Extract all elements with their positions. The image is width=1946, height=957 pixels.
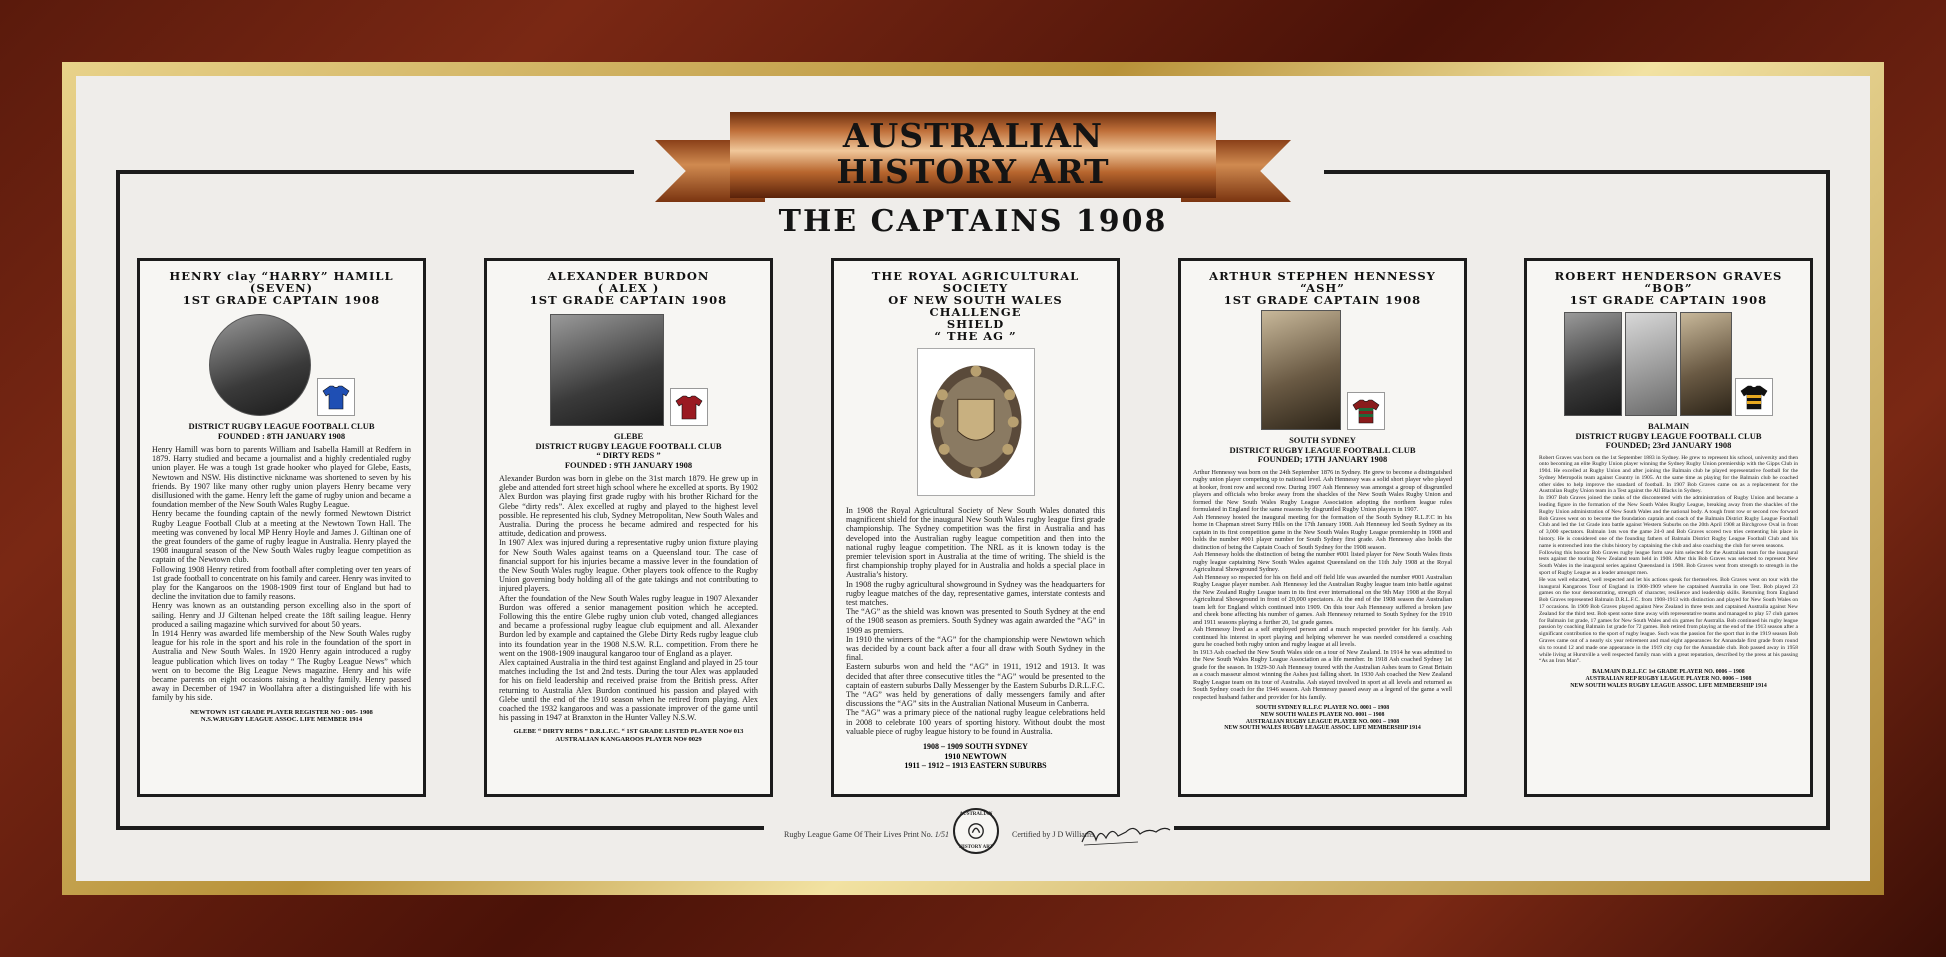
banner-title-line2: HISTORY ART <box>836 152 1110 191</box>
panel-heading <box>140 270 423 306</box>
australian-history-art-logo <box>953 808 999 854</box>
club-info <box>487 432 770 470</box>
shield-trophy-image <box>917 348 1035 496</box>
paragraph: In 1913 Ash coached the New South Wales side on a tour of New Zealand. In 1914 he was admitted to the New South Wales Rugby League Association as a life member. In 1918 Ash coached Sydney 1st grade for the season. In 1929-30 Ash Hennessy toured with the Australian Ashes team to Great Britain as a coach masseur almost winning the Ashes just falling short. In 1930 Ash coached the New Zealand Rugby League team on its tour of Australia. Ash stayed involved in sport at all levels and returned as South Sydney coach for the 1946 season. Ash Hennessy passed away as a legend of the game a well respected husband father and provider for his family. <box>1193 648 1452 701</box>
club-line: DISTRICT RUGBY LEAGUE FOOTBALL CLUB <box>188 421 375 431</box>
club-line: FOUNDED; 17TH JANUARY 1908 <box>1257 454 1388 464</box>
banner-title <box>730 118 1216 190</box>
club-line: SOUTH SYDNEY <box>1289 435 1356 445</box>
heading-line: 1ST GRADE CAPTAIN 1908 <box>1223 293 1422 307</box>
photo-row <box>487 314 770 426</box>
premiers-list <box>834 742 1117 771</box>
photo-row <box>140 314 423 416</box>
club-line: “ DIRTY REDS ” <box>596 450 661 460</box>
paragraph: The “AG” as the shield was known was presented to South Sydney at the end of the 1908 season as premiers. South Sydney was again awarded the “AG” in 1909 as premiers. <box>846 607 1105 635</box>
paragraph: Alex captained Australia in the third test against England and played in 25 tour matches including the 1st and 2nd tests. During the tour Alex was applauded for his on field leadership and received praise from the British press. After returning to Australia Alex Burdon continued his passion and played with Glebe until the end of the 1910 season when he retired from playing. Alex coached the 1932 kangaroos and was a passionate improver of the game until his passing in 1947 at Branxton in the Hunter Valley N.S.W. <box>499 658 758 723</box>
paragraph: Eastern suburbs won and held the “AG” in 1911, 1912 and 1913. It was decided that after three consecutive titles the “AG” would be presented to the captain of eastern suburbs Dally Messenger by the Eastern Suburbs D.R.L.F.C. <box>846 662 1105 690</box>
panel-footer <box>487 728 770 743</box>
heading-line: “ASH” <box>1300 281 1345 295</box>
logo-top-text: AUSTRALIAN <box>959 812 993 817</box>
paragraph: Henry Hamill was born to parents William and Isabella Hamill at Redfern in 1879. Harry studied and became a journalist and a highly credentialed rugby union player. He was a tough 1st grade hooker who played for Glebe, Easts, Newtown and NSW. His distinctive nickname was shortened to seven by his friends. By 1907 like many other rugby union players Henry became very disillusioned with the game. Henry left the game of rugby union and became a foundation member of the New South Wales Rugby League. <box>152 445 411 510</box>
heading-line: HENRY clay “HARRY” HAMILL <box>169 269 394 283</box>
paragraph: The “AG” was held by generations of dally messengers family and after discussions the “AG” sits in the Australian National Museum in Canberra. <box>846 690 1105 709</box>
biography-text <box>1181 469 1464 702</box>
jersey-icon <box>1347 392 1385 430</box>
paragraph: Arthur Hennessy was born on the 24th September 1876 in Sydney. He grew to become a distinguished rugby union player competing up to national level. Ash Hennessy was a solid short player who played at hooker, front row and second row. During 1907 Ash Hennessy was amongst a group of disgruntled players and officials who broke away from the shackles of the New South Wales Rugby Union and formed the New South Wales Rugby League Association adopting the northern league rules formulated in England for the same reasons by disgruntled Rugby Union players in 1907. <box>1193 468 1452 513</box>
footer-line: AUSTRALIAN RUGBY LEAGUE PLAYER NO. 0001 – 1908 <box>1245 718 1400 725</box>
panel-footer <box>1181 705 1464 732</box>
biography-text <box>140 445 423 703</box>
biography-text <box>1527 455 1810 666</box>
heading-line: “BOB” <box>1644 281 1693 295</box>
paragraph: Ash Hennessy hosted the inaugural meeting for the formation of the South Sydney R.L.F.C in his home in Chapman street Surry Hills on the 17th January 1908. Ash Hennessy led South Sydney as its captain in its first competition game in the New South Wales Rugby League premiership in 1908 and holds the number #001 player number for South Sydney first grade. Ash Hennessy also holds the distinction of being the Captain Coach of South Sydney for the 1908 season. <box>1193 513 1452 551</box>
photo-row <box>1527 312 1810 416</box>
footer-line: SOUTH SYDNEY R.L.F.C PLAYER NO. 0001 – 1908 <box>1255 705 1390 711</box>
footer-line: GLEBE “ DIRTY REDS ” D.R.L.F.C. “ 1ST GRADE LISTED PLAYER NO# 013 <box>513 728 744 736</box>
heading-line: OF NEW SOUTH WALES CHALLENGE <box>888 293 1063 319</box>
logo-emblem-icon <box>967 822 985 840</box>
premier-year: 1908 – 1909 SOUTH SYDNEY <box>923 742 1028 752</box>
panel-hamill <box>137 258 426 797</box>
paragraph: Henry was known as an outstanding person excelling also in the sport of sailing. Henry and JJ Giltenan helped create the 18ft sailing league. Henry produced a sailing magazine which survived for about 50 years. <box>152 601 411 629</box>
heading-line: ALEXANDER BURDON <box>547 269 710 283</box>
paragraph: Alexander Burdon was born in glebe on the 31st march 1879. He grew up in glebe and attended fort street high school where he excelled at sports. By 1902 Alex Burdon was playing first grade rugby with his brother Richard for the Glebe “dirty reds”. Alex excelled at rugby and played to the highest level possible. He represented his club, Sydney Metropolitan, New South Wales and Australia. During the process he became admired and respected for his attitude, dedication and prowess. <box>499 474 758 539</box>
paragraph: In 1910 the winners of the “AG” for the championship were Newtown which was decided by a count back after a four all draw with South Sydney in the final. <box>846 634 1105 663</box>
panel-heading <box>1181 270 1464 306</box>
club-line: DISTRICT RUGBY LEAGUE FOOTBALL CLUB <box>1575 430 1762 441</box>
footer-line: NEW SOUTH WALES PLAYER NO. 0001 – 1908 <box>1260 711 1385 718</box>
signature-image <box>1078 818 1173 848</box>
heading-line: 1ST GRADE CAPTAIN 1908 <box>1569 293 1768 307</box>
paragraph: In 1907 Bob Graves joined the ranks of the discontented with the administration of Rugby Union and became a leading figure in the formation of the New South Wales Rugby League, breaking away from the shackles of the Rugby Union administration of New South Wales and the national body. A tough front row or second row forward Bob Graves went on to become the foundation captain and coach of the Balmain District Rugby League Football Club and led the 1st Grade into battle against Western Suburbs on the 20th April 1908 at Birchgrove Oval in front of 3,000 spectators. Balmain 1sts won the game 24-0 and Bob Graves scored two tries cementing his place in history. He is considered one of the founding fathers of Balmain District Rugby League Football Club and his name is entrenched into the clubs history by captaining the club and also coaching the club for seven seasons. <box>1539 495 1798 549</box>
jersey-icon <box>317 378 355 416</box>
footer-line: NEWTOWN 1ST GRADE PLAYER REGISTER NO : 005- 1908 <box>190 708 373 716</box>
panel-hennessy <box>1178 258 1467 797</box>
print-number: 1/51 <box>934 830 949 839</box>
footer-line: NEW SOUTH WALES RUGBY LEAGUE ASSOC. LIFE MEMBERSHIP 1914 <box>1224 725 1421 732</box>
paragraph: Ash Hennessy so respected for his on field and off field life was awarded the number #001 Australian Rugby League player number. Ash Hennessy led the Australian Rugby league team into battle against the New Zealand Rugby League team in its first ever international on the 9th May 1908 at the Royal Agricultural Showground in front of 20,000 spectators. At the end of the 1908 season the Australian team left for England which continued into 1909. On this tour Ash Hennessy suffered a broken jaw and cheek bone affecting his number of games. Ash Hennessy returned to South Sydney for the 1910 and 1911 seasons playing a further 20, 1st grade games. <box>1193 573 1452 626</box>
footer-line: AUSTRALIAN REP RUGBY LEAGUE PLAYER NO. 0006 – 1908 <box>1585 676 1752 682</box>
club-line: DISTRICT RUGBY LEAGUE FOOTBALL CLUB <box>535 440 722 451</box>
heading-line: ARTHUR STEPHEN HENNESSY <box>1209 269 1436 283</box>
portrait-photo <box>1261 310 1341 430</box>
heading-line: THE ROYAL AGRICULTURAL SOCIETY <box>871 269 1080 295</box>
print-note-label: Rugby League Game Of Their Lives Print No. <box>784 830 933 839</box>
panel-heading <box>834 270 1117 342</box>
portrait-photo <box>1680 312 1732 416</box>
paragraph: Following 1908 Henry retired from football after completing over ten years of 1st grade football to concentrate on his family and career. Henry was invited to play for the Kangaroos on the 1908-1909 first tour of England but had to decline the invitation due to family reasons. <box>152 564 411 602</box>
print-number-note <box>784 830 949 839</box>
jersey-icon <box>670 388 708 426</box>
panel-footer <box>1527 669 1810 689</box>
club-line: DISTRICT RUGBY LEAGUE FOOTBALL CLUB <box>1229 444 1416 455</box>
club-line: FOUNDED; 23rd JANUARY 1908 <box>1605 440 1732 450</box>
heading-line: “ THE AG ” <box>934 329 1017 343</box>
panel-graves <box>1524 258 1813 797</box>
panel-heading <box>1527 270 1810 306</box>
paragraph: In 1914 Henry was awarded life membership of the New South Wales rugby league for his role in the sport and his role in the foundation of the sport in Australia and New South Wales. In 1920 Henry again introduced a rugby league publication which lives on today “ The Rugby League News” which went on to become the Big League News magazine. Henry and his wife became parents on eight occasions raising a healthy family. Henry passed away in December of 1947 in Woollahra after a distinguished life with his family by his side. <box>152 629 411 703</box>
paragraph: Ash Hennessy lived as a self employed person and a much respected provider for his family. Ash continued his interest in sport playing and helping wherever he was needed considered a coaching guru he coached both rugby union and rugby league at all levels. <box>1193 626 1452 648</box>
paragraph: In 1908 the Royal Agricultural Society of New South Wales donated this magnificent shield for the inaugural New South Wales rugby league first grade championship. The Sydney competition was the first in Australia and has developed into the Australian rugby league competition and then into the national rugby league competition. The NRL as it is known today is the premier television sport in Australia at the time of writing. The shield is the first championship trophy played for in Australia and holds a special place in Australia’s history. <box>846 506 1105 580</box>
jersey-icon <box>1735 378 1773 416</box>
panel-footer <box>140 709 423 724</box>
portrait-photo <box>1625 312 1677 416</box>
paragraph: He was well educated, well respected and let his actions speak for themselves. Bob Graves went on tour with the inaugural Kangaroos Tour of England in 1908-1909 where he captained Australia in one Test. Bob played 23 games on the tour demonstrating, strength of character, resilience and leadership skills. Returning from England Bob Graves represented Balmain D.R.L.F.C. from 1908-1913 with distinction and played for New South Wales on 17 occasions. In 1909 Bob Graves played against New Zealand in three tests and captained Australia against New Zealand for the third test. Bob spent some time away with representative teams and managed to play 57 club games for Balmain 1st grade, 17 games for New South Wales and six games for Australia. Bob continued his rugby league passion by coaching Balmain 1st grade for 72 games. Bob retired from playing at the end of the 1913 season after a significant contribution to the sport of rugby league. Such was the passion for the sport that in the 1919 season Bob Graves came out of a nearly six year retirement and mad eight appearances for Annandale first grade from round six to round 12 and made one appearance in the 1919 city cup for the Annandale club. Bob passed away in 1958 while living at Hurstville a well respected family man with a great reputation, described by the press at his passing “As an Iron Man”. <box>1539 576 1798 665</box>
shield-history-text <box>834 506 1117 736</box>
heading-line: ( ALEX ) <box>597 281 660 295</box>
premier-year: 1910 NEWTOWN <box>944 751 1007 761</box>
paragraph: Following this honour Bob Graves rugby league form saw him selected for the Australian team for the inaugural tests against the touring New Zealand team held in 1908. After this Bob Graves was selected to represent New South Wales in the inaugural series against Queensland in 1908. Bob Graves went from strength to strength in the sport of Rugby League as a leader amongst men. <box>1539 549 1798 577</box>
club-info <box>140 422 423 441</box>
club-info <box>1181 436 1464 465</box>
heading-line: SHIELD <box>946 317 1005 331</box>
paragraph: After the foundation of the New South Wales rugby league in 1907 Alexander Burdon was offered a senior management position which he accepted. Following this the entire Glebe rugby union club voted, changed allegiances and became a professional rugby league club equipment and all. Alexander Burdon led by example and captained the Glebe Dirty Reds rugby league club into its foundation year in the 1908 N.S.W. R.L. competition. From there he went on the 1908-1909 inaugural kangaroo tour of England as a player. <box>499 593 758 658</box>
banner-title-line1: AUSTRALIAN <box>842 116 1104 155</box>
premier-year: 1911 – 1912 – 1913 EASTERN SUBURBS <box>904 761 1047 771</box>
paragraph: Ash Hennessy holds the distinction of being the number #001 listed player for New South Wales firsts rugby league captaining New South Wales against Queensland on the 11th July 1908 at the Royal Agricultural Showground Sydney. <box>1193 551 1452 573</box>
logo-bottom-text: HISTORY ART <box>959 845 993 850</box>
paragraph: Henry became the founding captain of the newly formed Newtown District Rugby League Football Club at a meeting at the Newtown Town Hall. The meeting was convened by local MP Henry Hoyle and James J. Giltinan one of the great founders of the game of rugby league in Australia. Henry played the 1908 inaugural season of the New South Wales rugby league competition as captain of the Newtown club. <box>152 509 411 565</box>
portrait-photo <box>1564 312 1622 416</box>
club-line: FOUNDED : 9TH JANUARY 1908 <box>564 459 693 470</box>
portrait-photo <box>209 314 311 416</box>
panel-shield <box>831 258 1120 797</box>
panel-burdon <box>484 258 773 797</box>
photo-row <box>1181 310 1464 430</box>
club-info <box>1527 422 1810 451</box>
footer-line: AUSTRALIAN KANGAROOS PLAYER NO# 0029 <box>555 736 702 744</box>
portrait-photo <box>550 314 664 426</box>
panel-heading <box>487 270 770 306</box>
page-subtitle: THE CAPTAINS 1908 <box>778 204 1168 239</box>
title-banner <box>655 112 1291 210</box>
heading-line: 1ST GRADE CAPTAIN 1908 <box>529 293 728 307</box>
heading-line: ROBERT HENDERSON GRAVES <box>1554 269 1783 283</box>
biography-text <box>487 474 770 722</box>
paragraph: Robert Graves was born on the 1st September 1883 in Sydney. He grew to represent his school, university and then onto becoming an elite Rugby Union player winning the Sydney Rugby Union premiership with the Gipps Club in 1904. He excelled at Rugby Union and after joining the Balmain club he played representative football for the Sydney Metropolis team against Country in 1905. At the same time as playing for the Balmain club he coached other sides to help improve the standard of football. In 1907 Bob Graves came on as a replacement for the Australian Rugby Union team in a Test against the All Blacks in Sydney. <box>1539 454 1798 495</box>
heading-line: 1ST GRADE CAPTAIN 1908 <box>182 293 381 307</box>
club-line: BALMAIN <box>1647 421 1690 431</box>
certified-note: Certified by J D Williams <box>1012 830 1095 839</box>
club-line: FOUNDED : 8TH JANUARY 1908 <box>217 430 346 441</box>
footer-line: NEW SOUTH WALES RUGBY LEAGUE ASSOC. LIFE MEMBERSHIP 1914 <box>1570 682 1767 689</box>
paragraph: The “AG” was a primary piece of the national rugby league celebrations held in 2008 to celebrate 100 years of sporting history. Without doubt the most valuable piece of rugby league history to be found in Australia. <box>846 708 1105 736</box>
paragraph: In 1908 the rugby agricultural showground in Sydney was the headquarters for rugby league matches of the day, representative games, interstate contests and test matches. <box>846 579 1105 608</box>
paragraph: In 1907 Alex was injured during a representative rugby union fixture playing for New South Wales against teams on a Queensland tour. The case of financial support for his injuries became a massive lever in the foundation of the New South Wales rugby league. Other players took offence to the Rugby Union governing body holding all of the gate takings and not contributing to injured players. <box>499 538 758 594</box>
heading-line: (SEVEN) <box>249 281 314 295</box>
club-line: GLEBE <box>613 431 644 441</box>
footer-line: BALMAIN D.R.L.F.C 1st GRADE PLAYER NO. 0006 – 1908 <box>1592 669 1745 676</box>
footer-line: N.S.W.RUGBY LEAGUE ASSOC. LIFE MEMBER 1914 <box>200 716 363 724</box>
